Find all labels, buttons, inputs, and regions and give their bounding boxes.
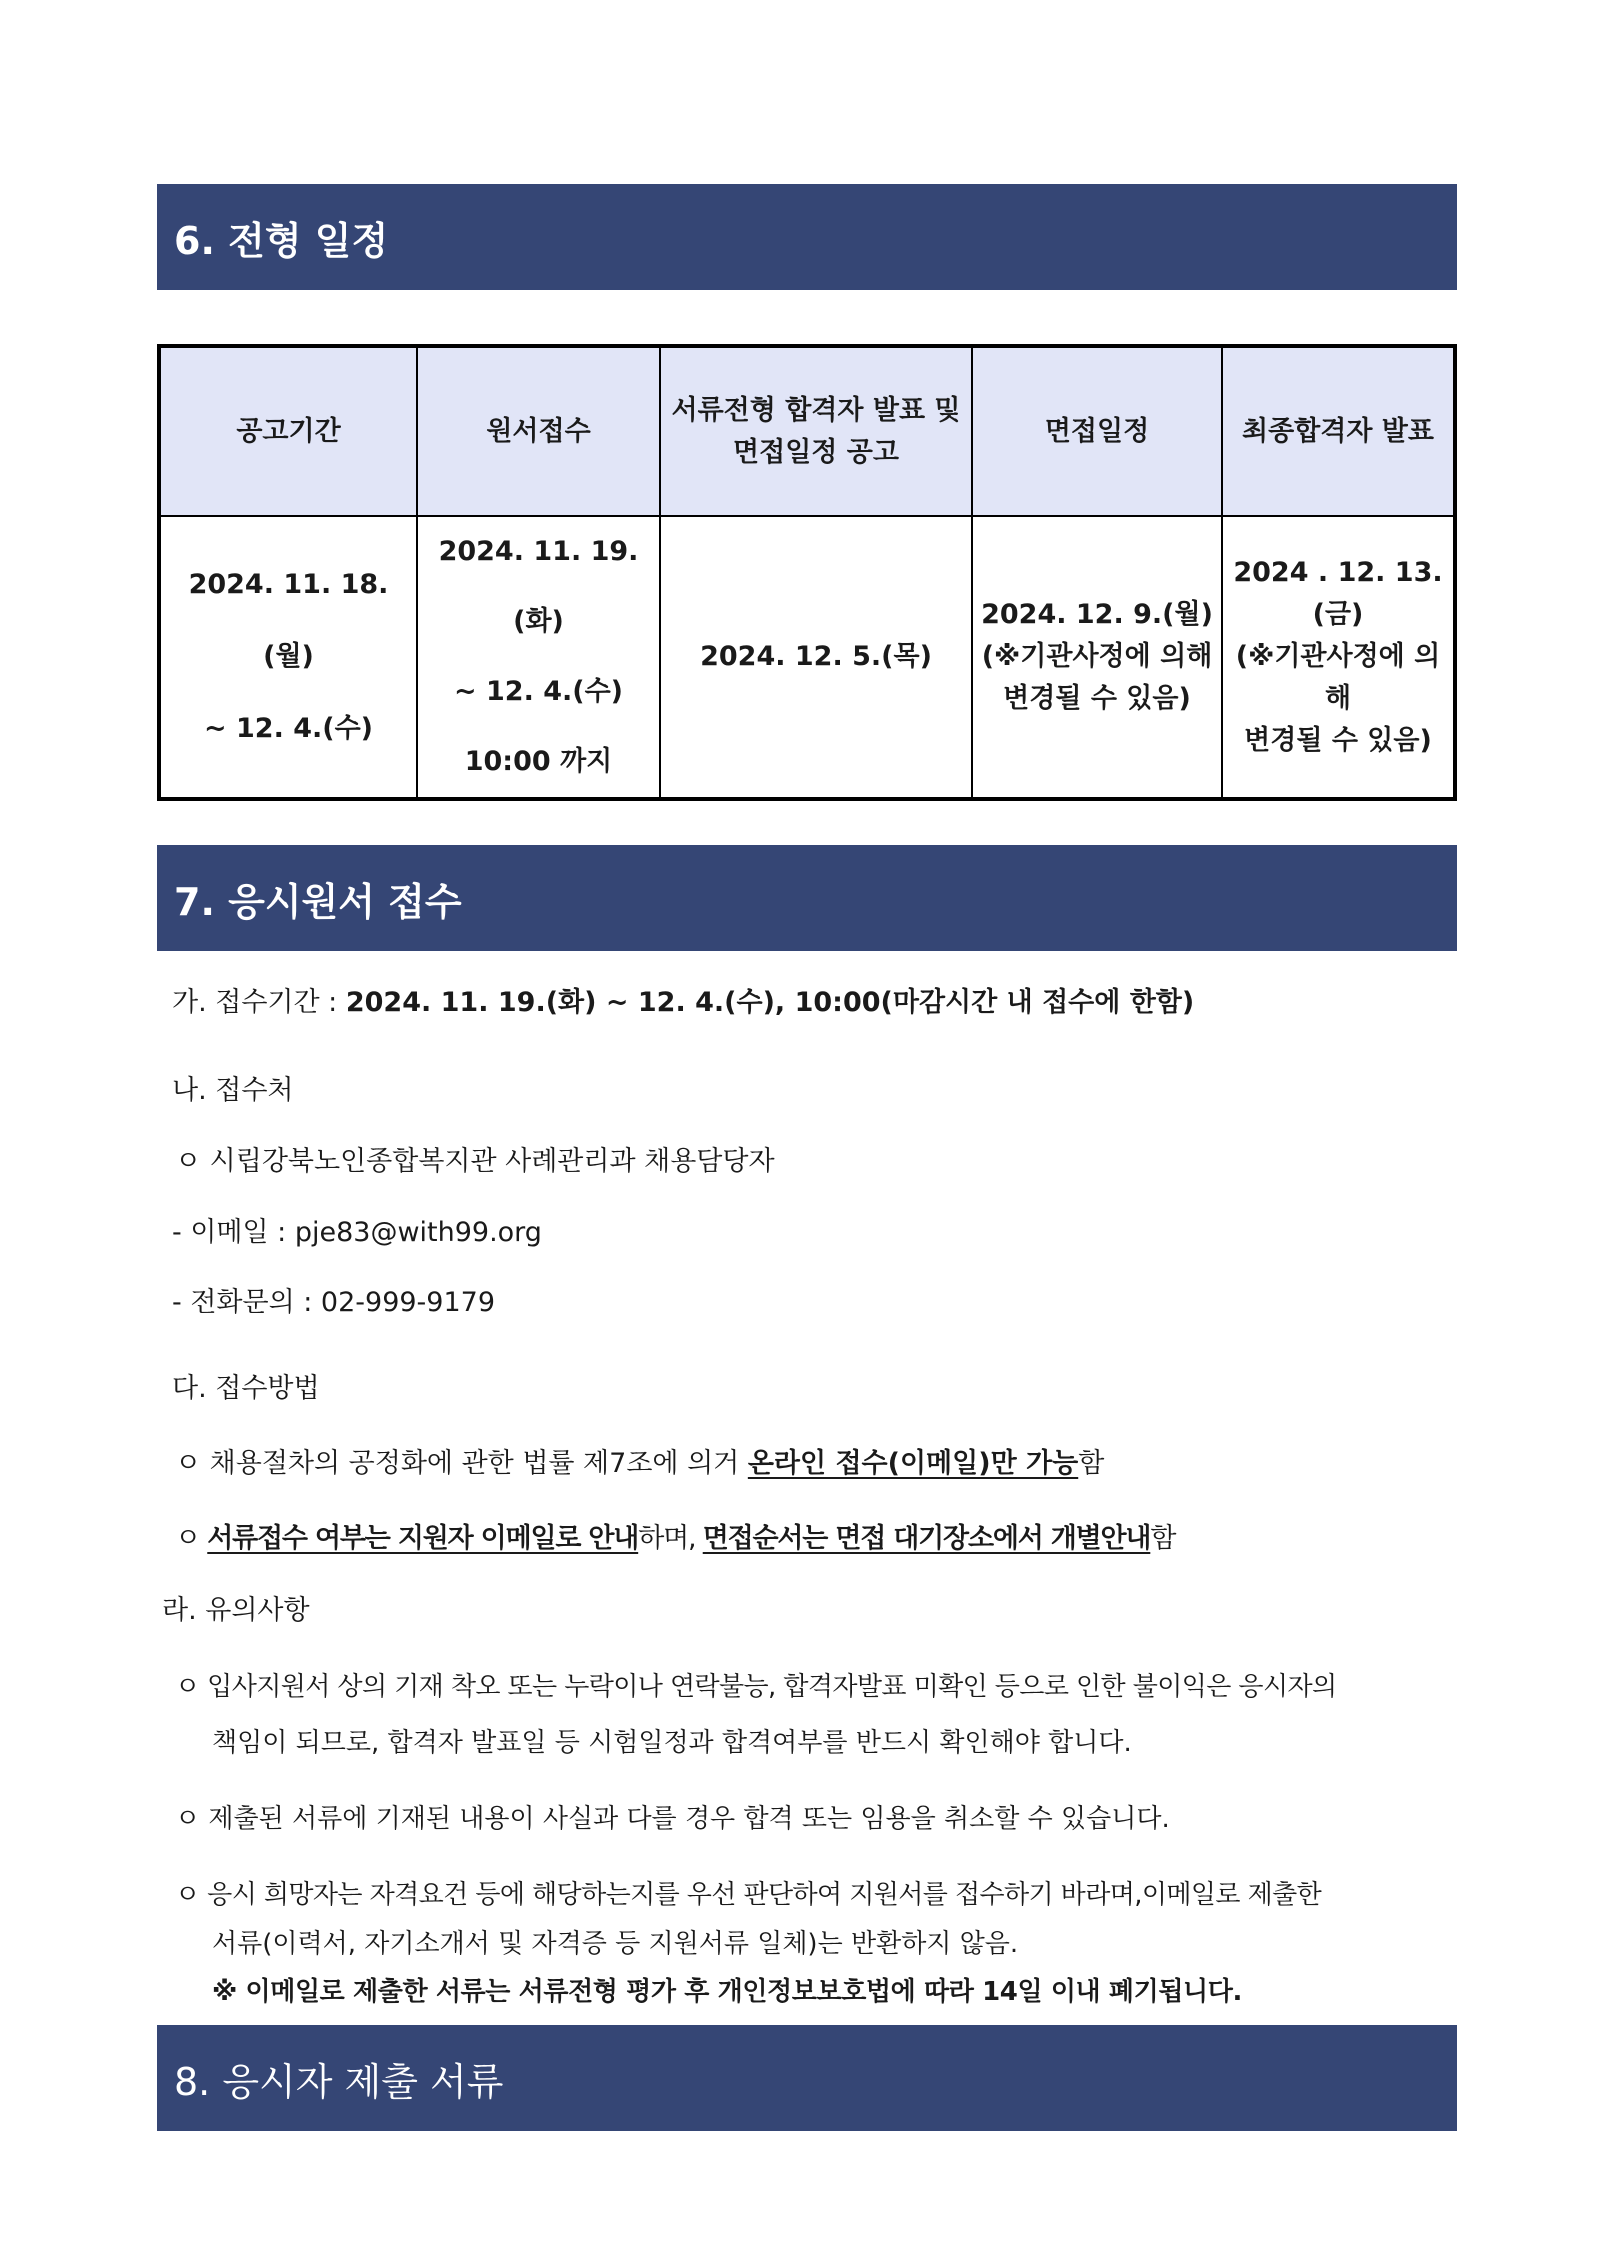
cell-line: 변경될 수 있음) [1244, 725, 1432, 756]
underlined-text: 서류접수 여부는 지원자 이메일로 안내 [207, 1523, 639, 1554]
header-final-result: 최종합격자 발표 [1222, 346, 1455, 516]
cell-line: 2024. 11. 18.(월) [188, 569, 389, 672]
note-1-line2: 책임이 되므로, 합격자 발표일 등 시험일정과 합격여부를 반드시 확인해야 합니다. [212, 1728, 1132, 1758]
cell-interview [972, 516, 1222, 799]
cell-announcement-period [159, 516, 417, 799]
table-row [159, 516, 1455, 799]
section-6-header: 6. 전형 일정 [157, 184, 1457, 290]
cell-application [417, 516, 660, 799]
cell-line: 2024. 11. 19.(화) [438, 536, 639, 637]
reception-place-label: 나. 접수처 [172, 1075, 294, 1106]
reception-period-value: 2024. 11. 19.(화) ~ 12. 4.(수), 10:00(마감시간 내 접수에 한함) [345, 987, 1195, 1018]
cell-line: ~ 12. 4.(수) [203, 713, 374, 744]
note-2: ㅇ 제출된 서류에 기재된 내용이 사실과 다를 경우 합격 또는 임용을 취소할 수 있습니다. [175, 1804, 1170, 1834]
header-interview: 면접일정 [972, 346, 1222, 516]
header-document-result-line1: 서류전형 합격자 발표 및 [671, 394, 961, 426]
note-1-line1: ㅇ 입사지원서 상의 기재 착오 또는 누락이나 연락불능, 합격자발표 미확인 등으로 인한 불이익은 응시자의 [175, 1672, 1337, 1702]
schedule-table [157, 344, 1457, 801]
cell-line: 2024 . 12. 13.(금) [1233, 557, 1443, 630]
header-document-result-line2: 면접일정 공고 [733, 436, 899, 468]
text: ㅇ 채용절차의 공정화에 관한 법률 제7조에 의거 [175, 1448, 748, 1479]
notes-label: 라. 유의사항 [162, 1595, 310, 1626]
reception-place: ㅇ 시립강북노인종합복지관 사례관리과 채용담당자 [175, 1146, 775, 1177]
cell-line: ~ 12. 4.(수) [453, 676, 624, 707]
cell-final-result [1222, 516, 1455, 799]
cell-line: (※기관사정에 의해 [1235, 641, 1441, 714]
header-application: 원서접수 [417, 346, 660, 516]
cell-document-result: 2024. 12. 5.(목) [660, 516, 972, 799]
reception-phone: - 전화문의 : 02-999-9179 [172, 1287, 496, 1318]
note-3-line2: 서류(이력서, 자기소개서 및 자격증 등 지원서류 일체)는 반환하지 않음. [212, 1929, 1019, 1959]
text: 함 [1078, 1448, 1105, 1479]
header-announcement-period: 공고기간 [159, 346, 417, 516]
underlined-text: 면접순서는 면접 대기장소에서 개별안내 [702, 1523, 1151, 1554]
cell-line: 변경될 수 있음) [1003, 683, 1191, 714]
cell-line: 10:00 까지 [464, 746, 613, 777]
cell-line: (※기관사정에 의해 [981, 641, 1213, 672]
text: 함 [1150, 1523, 1176, 1554]
text: ㅇ [175, 1523, 208, 1554]
reception-email: - 이메일 : pje83@with99.org [172, 1217, 542, 1248]
reception-method-1 [175, 1444, 1104, 1484]
section-8-header: 8. 응시자 제출 서류 [157, 2025, 1457, 2131]
reception-period [172, 983, 1194, 1023]
cell-line: 2024. 12. 9.(월) [981, 599, 1213, 630]
text: 하며, [638, 1523, 703, 1554]
reception-period-label: 가. 접수기간 : [172, 987, 346, 1018]
note-3-line1: ㅇ 응시 희망자는 자격요건 등에 해당하는지를 우선 판단하여 지원서를 접수하기 바라며,이메일로 제출한 [175, 1880, 1322, 1910]
section-7-header: 7. 응시원서 접수 [157, 845, 1457, 951]
reception-method-2 [175, 1519, 1175, 1559]
header-document-result [660, 346, 972, 516]
note-3-warning: ※ 이메일로 제출한 서류는 서류전형 평가 후 개인정보보호법에 따라 14일 이내 폐기됩니다. [212, 1977, 1242, 2007]
table-header-row [159, 346, 1455, 516]
underlined-text: 온라인 접수(이메일)만 가능 [747, 1448, 1079, 1479]
reception-method-label: 다. 접수방법 [172, 1373, 320, 1404]
